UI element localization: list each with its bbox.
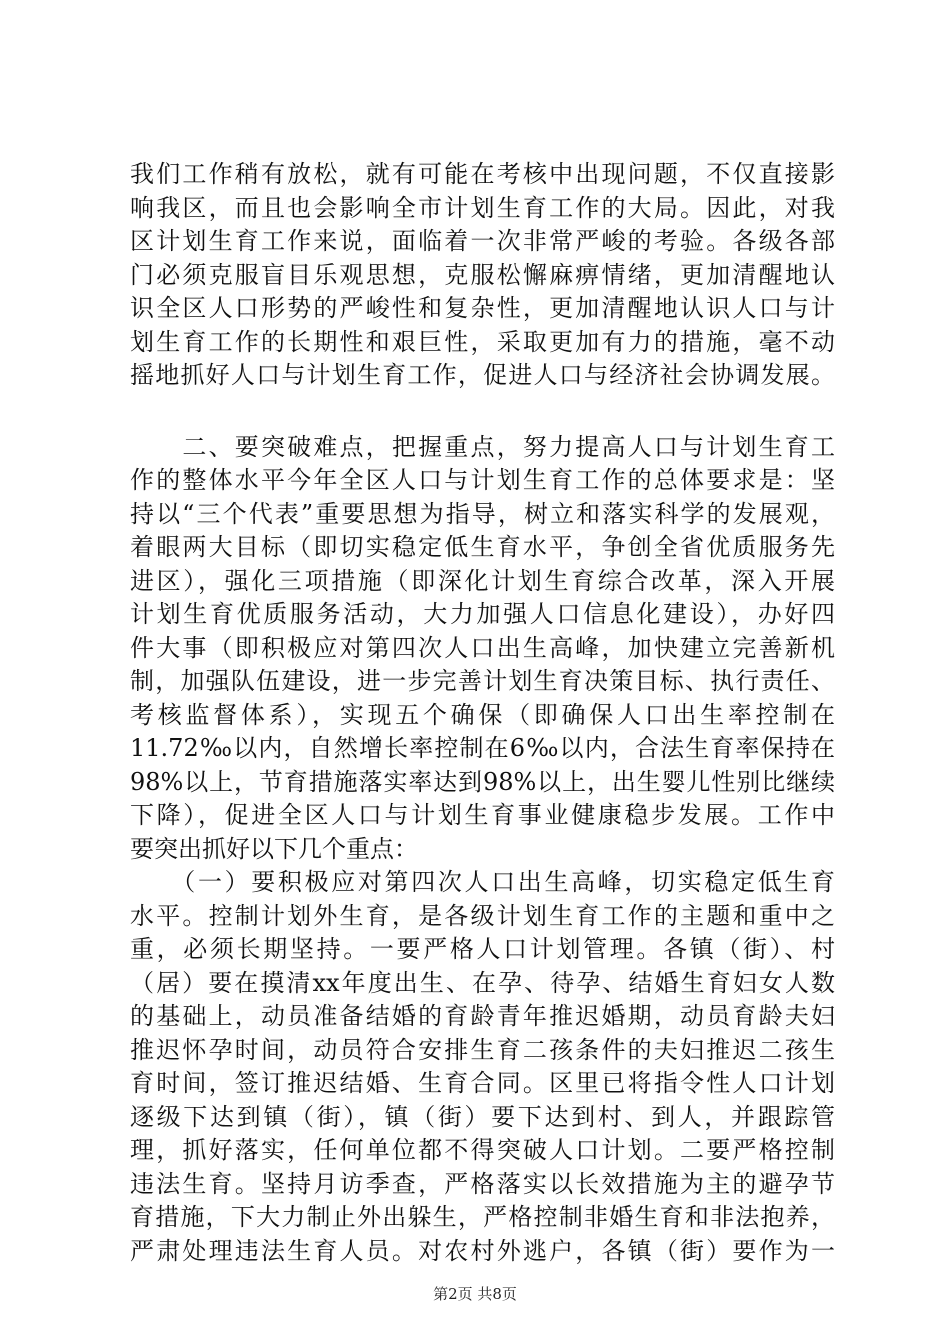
text-line: 育措施，下大力制止外出躲生，严格控制非婚生育和非法抱养，	[130, 1203, 835, 1231]
paragraph-gap	[130, 393, 835, 431]
text-line: 制，加强队伍建设，进一步完善计划生育决策目标、执行责任、	[130, 667, 835, 695]
text-line: （一）要积极应对第四次人口出生高峰，切实稳定低生育	[130, 868, 835, 896]
text-line: 考核监督体系），实现五个确保（即确保人口出生率控制在	[130, 700, 835, 729]
text-line: 计划生育优质服务活动，大力加强人口信息化建设），办好四	[130, 600, 835, 628]
text-line: 重，必须长期坚持。一要严格人口计划管理。各镇（街）、村	[130, 935, 835, 963]
text-line: 二、要突破难点，把握重点，努力提高人口与计划生育工	[130, 432, 835, 461]
text-line: 水平。控制计划外生育，是各级计划生育工作的主题和重中之	[130, 901, 835, 930]
text-line: 摇地抓好人口与计划生育工作，促进人口与经济社会协调发展。	[130, 361, 835, 389]
text-line: 违法生育。坚持月访季查，严格落实以长效措施为主的避孕节	[130, 1169, 835, 1198]
document-body	[130, 158, 835, 1268]
text-line: 要突出抓好以下几个重点：	[130, 834, 418, 863]
text-line: 响我区，而且也会影响全市计划生育工作的大局。因此，对我	[130, 193, 835, 222]
text-line: 件大事（即积极应对第四次人口出生高峰，加快建立完善新机	[130, 633, 835, 662]
text-line: 理，抓好落实，任何单位都不得突破人口计划。二要严格控制	[130, 1136, 835, 1164]
text-line: 严肃处理违法生育人员。对农村外逃户，各镇（街）要作为一	[130, 1236, 835, 1265]
page-number-footer: 第2页 共8页	[433, 1285, 517, 1303]
text-line: 98%以上，节育措施落实率达到98%以上，出生婴儿性别比继续	[130, 767, 835, 796]
text-line: 识全区人口形势的严峻性和复杂性，更加清醒地认识人口与计	[130, 294, 835, 322]
text-line: 逐级下达到镇（街），镇（街）要下达到村、到人，并跟踪管	[130, 1102, 835, 1131]
text-line: 作的整体水平今年全区人口与计划生育工作的总体要求是：坚	[130, 466, 835, 494]
text-line: 划生育工作的长期性和艰巨性，采取更加有力的措施，毫不动	[130, 327, 835, 356]
text-line: 的基础上，动员准备结婚的育龄青年推迟婚期，动员育龄夫妇	[130, 1002, 835, 1030]
text-line: （居）要在摸清xx年度出生、在孕、待孕、结婚生育妇女人数	[130, 968, 835, 997]
text-line: 持以“三个代表”重要思想为指导，树立和落实科学的发展观，	[130, 499, 835, 528]
text-line: 门必须克服盲目乐观思想，克服松懈麻痹情绪，更加清醒地认	[130, 260, 835, 289]
paragraph-1	[130, 158, 835, 393]
text-line: 推迟怀孕时间，动员符合安排生育二孩条件的夫妇推迟二孩生	[130, 1035, 835, 1064]
text-line: 区计划生育工作来说，面临着一次非常严峻的考验。各级各部	[130, 227, 835, 255]
text-line: 进区），强化三项措施（即深化计划生育综合改革，深入开展	[130, 566, 835, 595]
text-line: 下降），促进全区人口与计划生育事业健康稳步发展。工作中	[130, 801, 835, 829]
paragraph-3	[130, 866, 835, 1268]
text-line: 育时间，签订推迟结婚、生育合同。区里已将指令性人口计划	[130, 1069, 835, 1097]
text-line: 着眼两大目标（即切实稳定低生育水平，争创全省优质服务先	[130, 533, 835, 561]
text-line: 11.72‰以内，自然增长率控制在6‰以内，合法生育率保持在	[130, 734, 835, 762]
text-line: 我们工作稍有放松，就有可能在考核中出现问题，不仅直接影	[130, 160, 835, 188]
paragraph-2	[130, 431, 835, 867]
